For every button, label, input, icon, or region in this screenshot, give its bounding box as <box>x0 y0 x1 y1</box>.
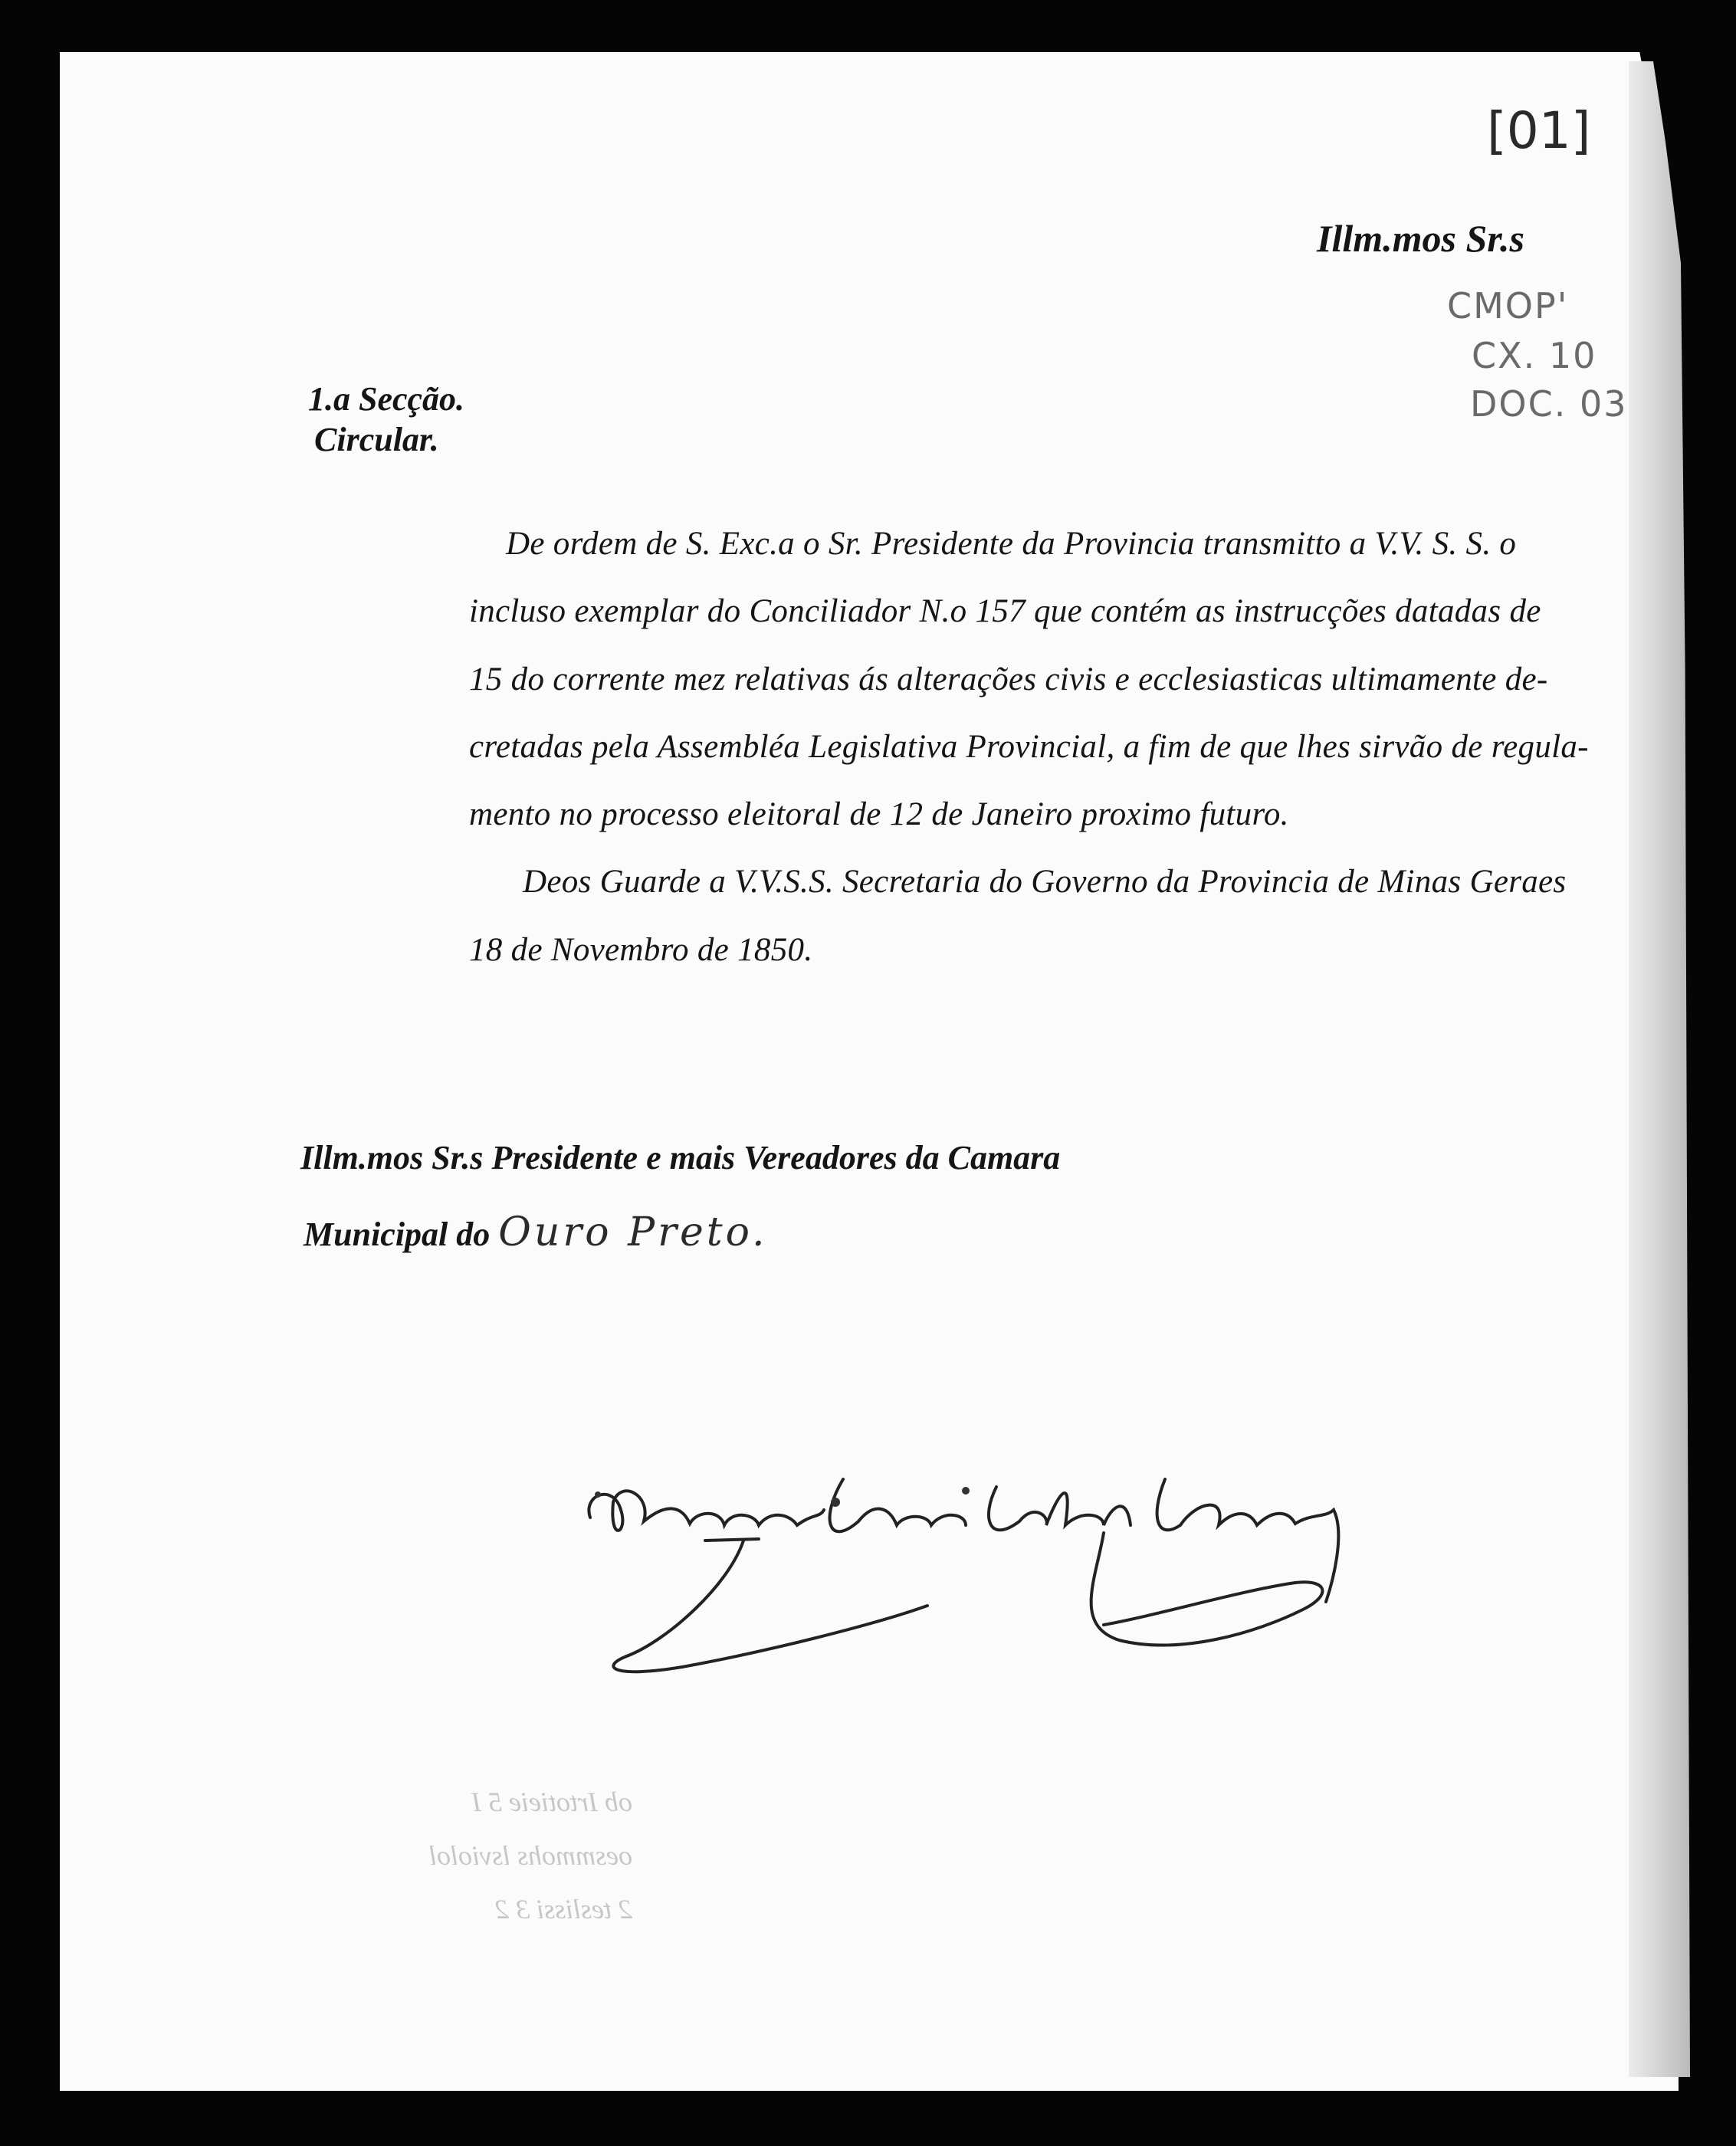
body-text-line: 15 do corrente mez relativas ás alterações civis e ecclesiasticas ultimamente de- <box>469 661 1548 697</box>
paper-edge <box>1629 61 1690 2077</box>
archive-stamp-line: CMOP' <box>1447 285 1569 326</box>
document-page <box>60 52 1679 2091</box>
addressee-line: Illm.mos Sr.s Presidente e mais Vereadores da Camara <box>300 1139 1061 1176</box>
archive-stamp-line: DOC. 03 <box>1470 383 1628 425</box>
bleed-through-text <box>429 1786 632 1947</box>
signature-graphic <box>567 1449 1380 1686</box>
body-text-line: mento no processo eleitoral de 12 de Janeiro proximo futuro. <box>469 796 1289 832</box>
body-text-line: incluso exemplar do Conciliador N.o 157 que contém as instrucções datadas de <box>469 593 1541 629</box>
bleed-line: oesmmohs lsviolol <box>429 1840 632 1871</box>
body-text-line: cretadas pela Assembléa Legislativa Provincial, a fim de que lhes sirvão de regula- <box>469 729 1589 765</box>
circular-label: Circular. <box>314 421 439 458</box>
salutation: Illm.mos Sr.s <box>1317 217 1524 260</box>
addressee-line <box>304 1209 768 1255</box>
section-label: 1.a Secção. <box>308 380 465 418</box>
archive-stamp-line: CX. 10 <box>1472 335 1597 376</box>
closing-line: Deos Guarde a V.V.S.S. Secretaria do Governo da Provincia de Minas Geraes <box>523 864 1567 900</box>
addressee-prefix: Municipal do <box>304 1216 491 1253</box>
archive-reference: [01] <box>1487 101 1591 160</box>
bleed-line: 2 teslissi 3 2 <box>494 1894 632 1925</box>
handwritten-place-name: Ouro Preto. <box>498 1209 768 1255</box>
body-text-line: De ordem de S. Exc.a o Sr. Presidente da Provincia transmitto a V.V. S. S. o <box>506 526 1517 562</box>
date-line: 18 de Novembro de 1850. <box>469 932 813 968</box>
bleed-line: ob Irtotieie 5 I <box>472 1787 632 1817</box>
